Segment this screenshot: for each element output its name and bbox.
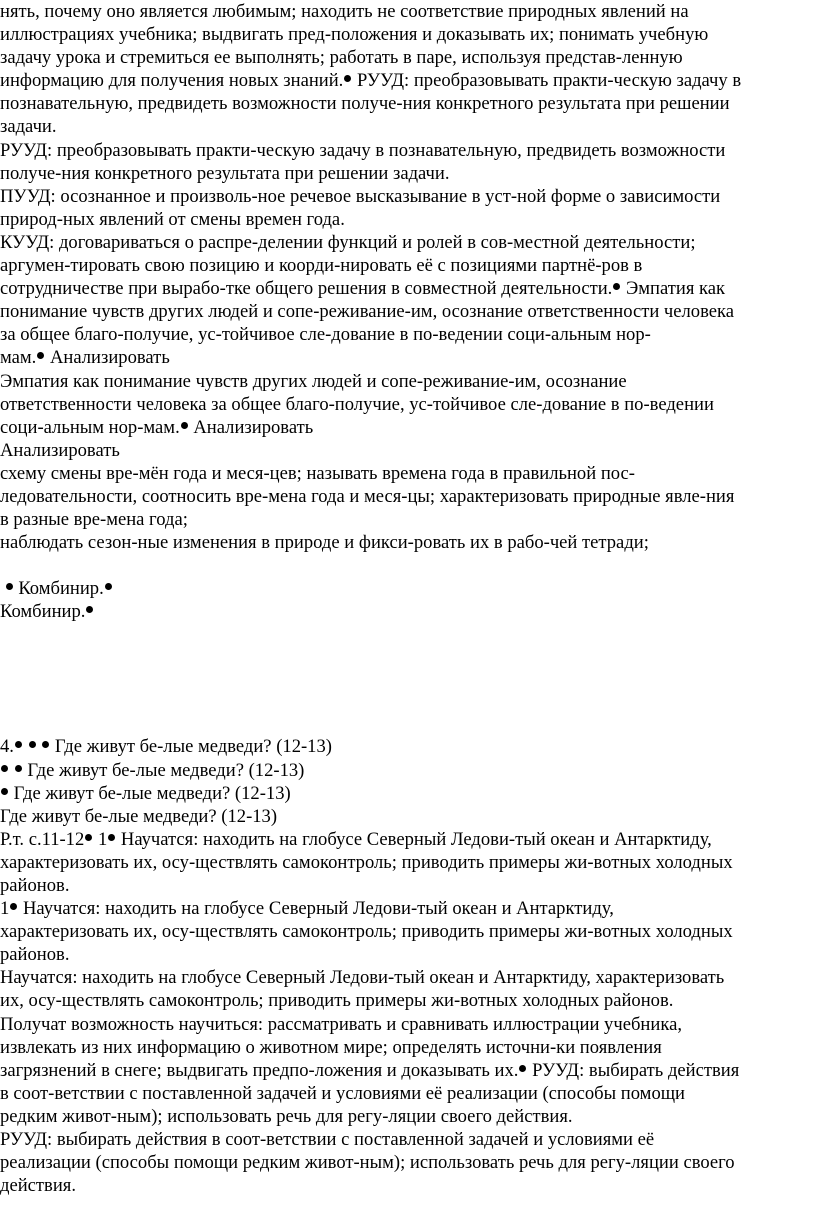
text-line: природ-ных явлений от смены времен года. xyxy=(0,208,345,230)
text-line: редким живот-ным); использовать речь для регу-ляции своего действия. xyxy=(0,1105,573,1127)
text-block xyxy=(0,735,810,1197)
text-line: действия. xyxy=(0,1175,76,1197)
text-line: аргумен-тировать свою позицию и коорди-нировать её с позициями партнё-ров в xyxy=(0,255,643,277)
bullet-icon xyxy=(10,903,17,910)
text-line: Где живут бе-лые медведи? (12-13) xyxy=(54,736,332,758)
bullet-icon xyxy=(6,583,13,590)
bullet-icon xyxy=(1,788,8,795)
text-line: получе-ния конкретного результата при решении задачи. xyxy=(0,162,450,184)
bullet-icon xyxy=(29,741,36,748)
bullet-icon xyxy=(519,1065,526,1072)
text-line: Получат возможность научиться: рассматривать и сравнивать иллюстрации учебника, xyxy=(0,1013,682,1035)
text-line: районов. xyxy=(0,875,70,896)
text-line: характеризовать их, осу-ществлять самоконтроль; приводить примеры жи-вотных холодных xyxy=(0,851,733,873)
bullet-icon xyxy=(105,583,112,590)
text-line: информацию для получения новых знаний. xyxy=(0,70,344,92)
bullet-icon xyxy=(613,283,620,290)
text-line: соци-альным нор-мам. xyxy=(0,416,180,438)
text-line: Анализировать xyxy=(49,347,170,369)
text-line: Анализировать xyxy=(193,416,314,438)
text-line: в разные вре-мена года; xyxy=(0,509,188,531)
text-line: районов. xyxy=(0,944,70,966)
text-line: РУУД: преобразовывать практи-ческую задачу в познавательную, предвидеть возможности xyxy=(0,139,726,161)
text-line: 1 xyxy=(0,898,10,920)
bullet-icon xyxy=(15,765,22,772)
bullet-icon xyxy=(15,741,22,748)
text-line: ПУУД: осознанное и произволь-ное речевое высказывание в уст-ной форме о зависимости xyxy=(0,185,721,207)
text-line: извлекать из них информацию о животном мире; определять источни-ки появления xyxy=(0,1036,662,1058)
text-line: схему смены вре-мён года и меся-цев; называть времена года в правильной пос- xyxy=(0,462,635,484)
text-line: Где живут бе-лые медведи? (12-13) xyxy=(0,805,278,827)
bullet-icon xyxy=(1,765,8,772)
text-line: РУУД: выбирать действия xyxy=(532,1059,740,1081)
text-line: Научатся: находить на глобусе Северный Ледови-тый океан и Антарктиду, xyxy=(120,828,712,850)
bullet-icon xyxy=(108,834,115,841)
text-line: Научатся: находить на глобусе Северный Ледови-тый океан и Антарктиду, xyxy=(22,898,614,920)
bullet-icon xyxy=(42,741,49,748)
text-block xyxy=(0,577,810,623)
text-line: мам. xyxy=(0,347,37,369)
text-line: реализации (способы помощи редким живот-ным); использовать речь для регу-ляции своего xyxy=(0,1152,735,1174)
bullet-icon xyxy=(86,606,93,613)
text-line: нять, почему оно является любимым; находить не соответствие природных явлений на xyxy=(0,1,689,22)
text-line: характеризовать их, осу-ществлять самоконтроль; приводить примеры жи-вотных холодных xyxy=(0,921,733,943)
text-line: ледовательности, соотносить вре-мена года и меся-цы; характеризовать природные явле-ния xyxy=(0,485,735,507)
text-line: Р.т. с.11-12 xyxy=(0,828,85,850)
text-line: иллюстрациях учебника; выдвигать пред-положения и доказывать их; понимать учебную xyxy=(0,24,709,46)
text-line: ответственности человека за общее благо-получие, ус-тойчивое сле-дование в по-ведении xyxy=(0,393,714,415)
text-line: понимание чувств других людей и сопе-реживание-им, осознание ответственности человека xyxy=(0,301,735,323)
text-line: Анализировать xyxy=(0,439,120,461)
text-block xyxy=(0,0,810,554)
text-line: Эмпатия как понимание чувств других людей и сопе-реживание-им, осознание xyxy=(0,370,627,392)
blank-line xyxy=(0,554,810,577)
text-line: задачу урока и стремиться ее выполнять; работать в паре, используя представ-ленную xyxy=(0,47,683,69)
text-line: задачи. xyxy=(0,116,57,138)
text-line: сотрудничестве при вырабо-тке общего решения в совместной деятельности. xyxy=(0,278,613,300)
text-line: их, осу-ществлять самоконтроль; приводить примеры жи-вотных холодных районов. xyxy=(0,990,674,1012)
text-line: Где живут бе-лые медведи? (12-13) xyxy=(13,782,291,804)
text-line: Комбинир. xyxy=(0,601,86,623)
text-line: загрязнений в снеге; выдвигать предпо-ложения и доказывать их. xyxy=(0,1059,519,1081)
text-line: 4. xyxy=(0,736,14,758)
bullet-icon xyxy=(37,352,44,359)
text-line: в соот-ветствии с поставленной задачей и условиями её реализации (способы помощи xyxy=(0,1082,686,1104)
bullet-icon xyxy=(344,75,351,82)
text-line: Научатся: находить на глобусе Северный Ледови-тый океан и Антарктиду, характеризовать xyxy=(0,967,725,989)
empty-space xyxy=(0,623,810,735)
text-line: наблюдать сезон-ные изменения в природе и фикси-ровать их в рабо-чей тетради; xyxy=(0,532,649,554)
text-line: Где живут бе-лые медведи? (12-13) xyxy=(27,759,305,781)
bullet-icon xyxy=(85,834,92,841)
text-line: 1 xyxy=(97,828,108,850)
text-line: РУУД: преобразовывать практи-ческую задачу в xyxy=(357,70,742,92)
text-line: познавательную, предвидеть возможности получе-ния конкретного результата при решении xyxy=(0,93,730,115)
text-line: Комбинир. xyxy=(18,578,104,600)
text-line: КУУД: договариваться о распре-делении функций и ролей в сов-местной деятельности; xyxy=(0,231,696,253)
bullet-icon xyxy=(181,422,188,429)
text-line: за общее благо-получие, ус-тойчивое сле-дование в по-ведении соци-альным нор- xyxy=(0,324,651,346)
text-line: Эмпатия как xyxy=(625,278,726,300)
text-line: РУУД: выбирать действия в соот-ветствии с поставленной задачей и условиями её xyxy=(0,1129,655,1151)
